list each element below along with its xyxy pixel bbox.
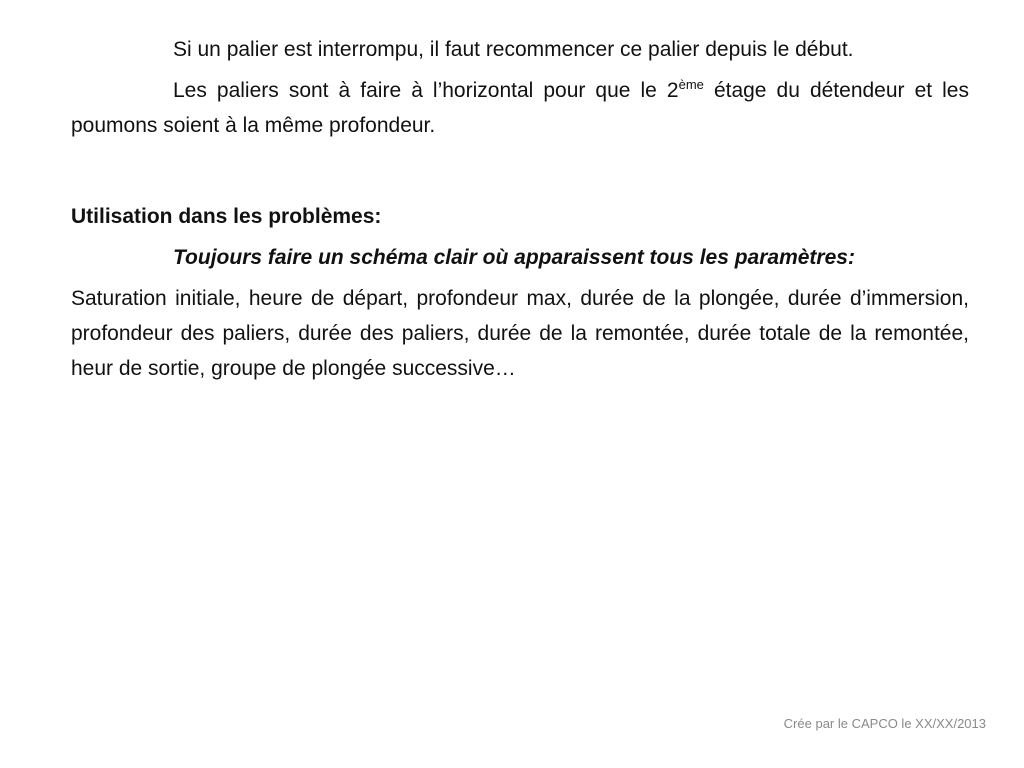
slide-content <box>71 32 969 386</box>
parameters-list: Saturation initiale, heure de départ, profondeur max, durée de la plongée, durée d’immersion, profondeur des paliers, durée des paliers, durée de la remontée, durée totale de la remontée, heur de sortie, groupe de plongée successive… <box>71 287 969 380</box>
section-heading: Utilisation dans les problèmes: <box>71 205 382 228</box>
paragraph-horizontal-stops <box>71 73 969 143</box>
instruction-line: Toujours faire un schéma clair où apparaissent tous les paramètres: <box>173 246 855 269</box>
ordinal-superscript: ème <box>678 77 704 92</box>
spacer <box>71 143 969 199</box>
paragraph-horizontal-stops-before: Les paliers sont à faire à l’horizontal pour que le 2 <box>173 79 679 102</box>
paragraph-interrupted-stop: Si un palier est interrompu, il faut recommencer ce palier depuis le début. <box>173 38 854 61</box>
paragraph-horizontal-stops-after: étage du détendeur et les poumons soient à la même profondeur. <box>71 79 969 137</box>
footer-credit: Crée par le CAPCO le XX/XX/2013 <box>783 716 986 731</box>
